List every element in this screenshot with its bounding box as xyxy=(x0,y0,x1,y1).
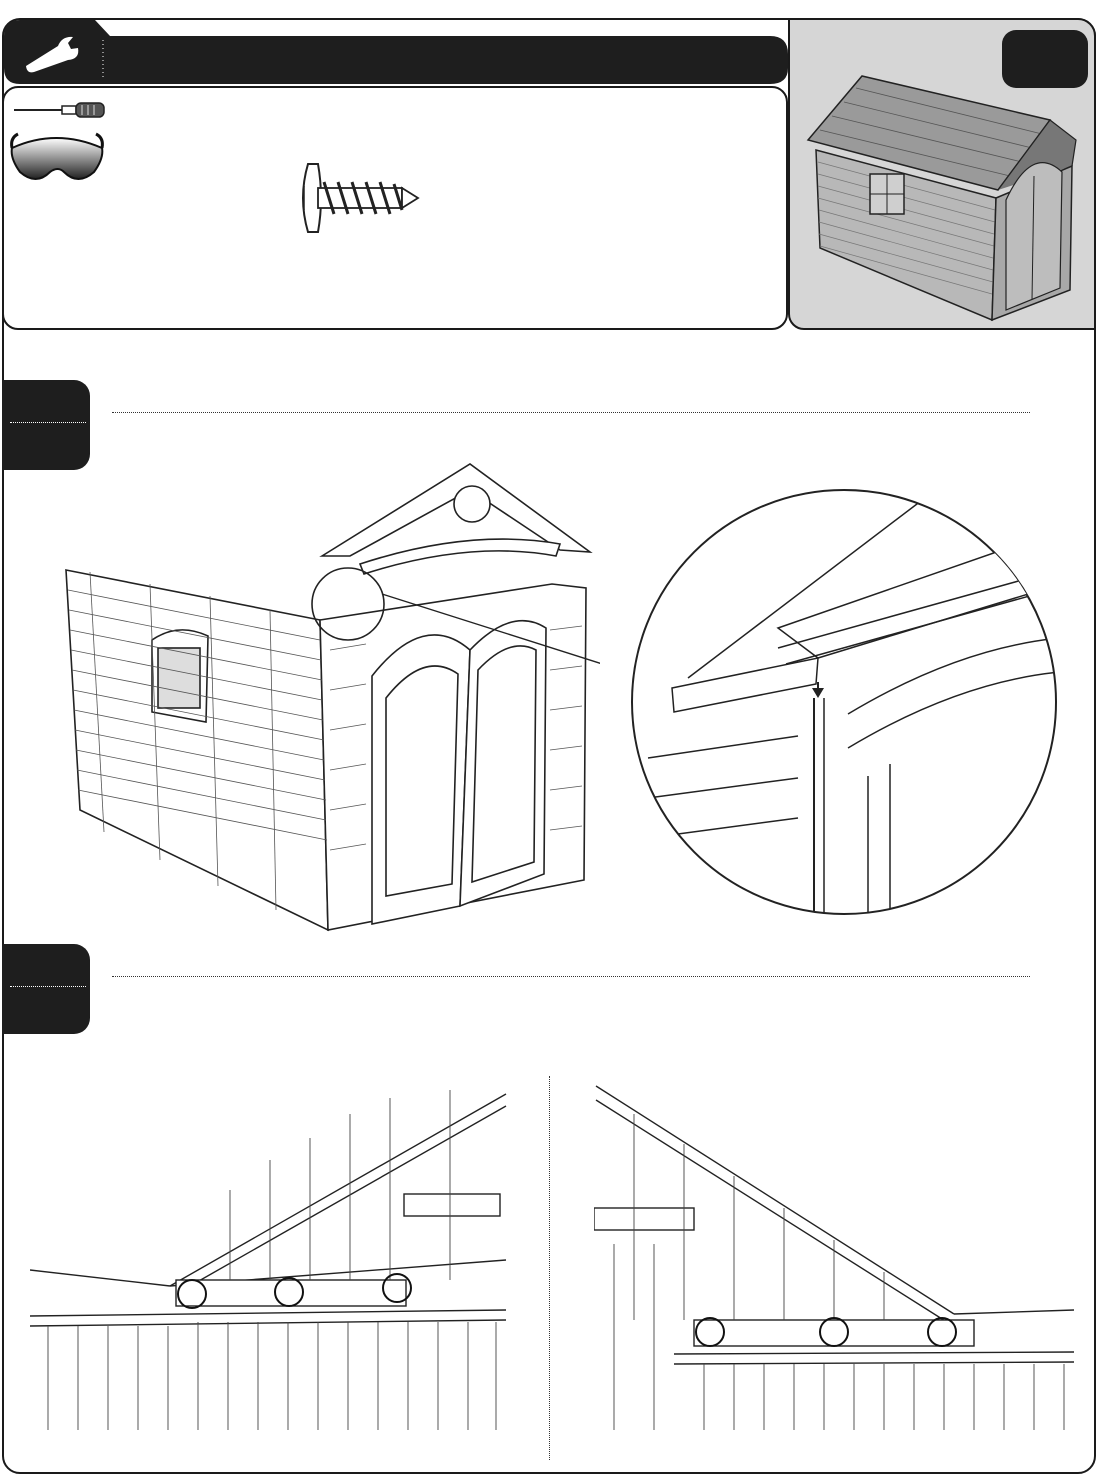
step-1-detail-callout xyxy=(628,488,1060,916)
header-bar xyxy=(0,18,790,86)
pan-head-screw-icon xyxy=(294,160,424,236)
step-1-divider xyxy=(112,412,1030,413)
step-2-left-view xyxy=(30,1090,510,1430)
step-2-divider xyxy=(112,976,1030,977)
step-2-right-view xyxy=(594,1084,1074,1430)
step-2-tab xyxy=(2,944,90,1034)
screwdriver-icon xyxy=(12,100,107,120)
safety-glasses-icon xyxy=(8,128,106,188)
wrench-icon xyxy=(18,32,88,74)
step-1-shed-illustration xyxy=(60,460,600,940)
step-1-tab xyxy=(2,380,90,470)
step-2-center-divider xyxy=(549,1076,550,1460)
shed-preview-image xyxy=(800,70,1090,326)
